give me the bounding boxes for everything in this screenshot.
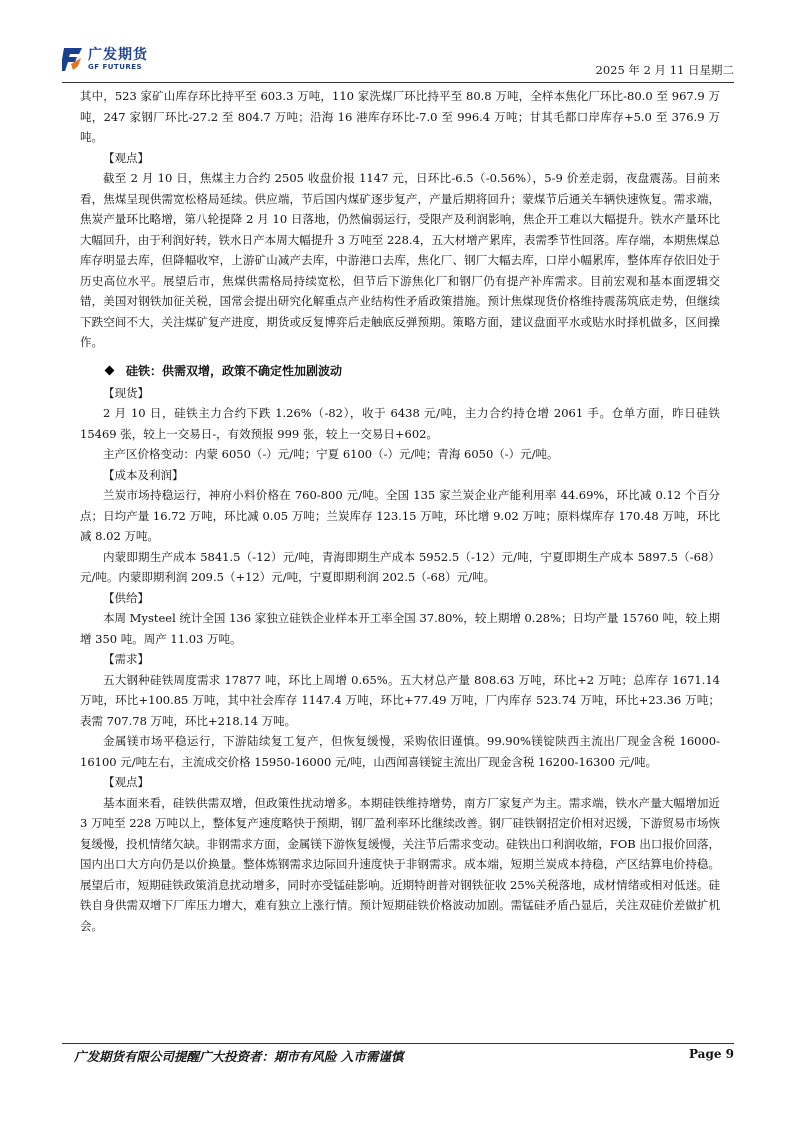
page-number: Page 9 (688, 1047, 734, 1061)
spot-paragraph-1: 2 月 10 日，硅铁主力合约下跌 1.26%（-82），收于 6438 元/吨，主力合约持仓增 2061 手。仓单方面，昨日硅铁 15469 张，较上一交易日-，有效预报 999 张，较上一交易日+602。 (80, 406, 720, 441)
demand-paragraph-2: 金属镁市场平稳运行，下游陆续复工复产，但恢复缓慢，采购依旧谨慎。99.90%镁锭陕西主流出厂现金含税 16000-16100 元/吨左右，主流成交价格 15950-16000 元/吨，山西闻喜镁锭主流出厂现金含税 16200-16300 元/吨。 (80, 734, 720, 769)
logo-chinese-name: 广发期货 (88, 47, 148, 63)
header-divider (62, 82, 734, 83)
coking-coal-view-tag: 【观点】 (103, 150, 149, 165)
risk-disclaimer: 广发期货有限公司提醒广大投资者：期市有风险 入市需谨慎 (74, 1049, 404, 1064)
coking-coal-view-text: 截至 2 月 10 日，焦煤主力合约 2505 收盘价报 1147 元，日环比-6.5（-0.56%），5-9 价差走弱，夜盘震荡。目前来看，焦煤呈现供需宽松格局延续。供应端，节后国内煤矿逐步复产，产量后期将回升；蒙煤节后通关车辆快速恢复。需求端，焦炭产量环比略增，第八轮提降 2 月 10 日落地，仍然偏弱运行，受限产及利润影响，焦企开工难以大幅提升。铁水产量环比大幅回升，由于利润好转，铁水日产本周大幅提升 3 万吨至 228.4，五大材增产累库，表需季节性回落。库存端，本期焦煤总库存明显去库，但降幅收窄，上游矿山减产去库，中游港口去库，焦化厂、钢厂大幅去库，口岸小幅累库，整体库存依旧处于历史高位水平。展望后市，焦煤供需格局持续宽松，但节后下游焦化厂和钢厂仍有提产补库需求。目前宏观和基本面逻辑交错，美国对钢铁加征关税，国常会提出研究化解重点产业结构性矛盾政策措施。预计焦煤现货价格维持震荡筑底走势，但继续下跌空间不大，关注煤矿复产进度，期货或反复博弈后走触底反弹预期。策略方面，建议盘面平水或贴水时择机做多，区间操作。 (80, 171, 720, 349)
report-body (80, 86, 720, 936)
company-logo (62, 40, 222, 80)
gf-logo-icon (62, 44, 84, 74)
page-header (62, 40, 734, 82)
section-title (80, 359, 720, 383)
cost-profit-tag: 【成本及利润】 (103, 467, 184, 482)
footer-divider (62, 1043, 734, 1044)
ferrosilicon-view-text: 基本面来看，硅铁供需双增，但政策性扰动增多。本期硅铁维持增势，南方厂家复产为主。需求端，铁水产量大幅增加近 3 万吨至 228 万吨以上，整体复产速度略快于预期，钢厂盈利率环比继续改善。钢厂硅铁钢招定价相对迟缓，下游贸易市场恢复缓慢，投机情绪欠缺。非钢需求方面，金属镁下游恢复缓慢，关注节后需求变动。硅铁出口利润收缩，FOB 出口报价回落，国内出口大方向仍是以价换量。整体炼钢需求边际回升速度快于非钢需求。成本端，短期兰炭成本持稳，产区结算电价持稳。展望后市，短期硅铁政策消息扰动增多，同时亦受锰硅影响。近期特朗普对钢铁征收 25%关税落地，成材情绪或相对低迷。硅铁自身供需双增下厂库压力增大，难有独立上涨行情。预计短期硅铁价格波动加剧。需锰硅矛盾凸显后，关注双硅价差做扩机会。 (80, 795, 720, 933)
demand-tag: 【需求】 (103, 652, 149, 666)
demand-paragraph-1: 五大钢种硅铁周度需求 17877 吨，环比上周增 0.65%。五大材总产量 808.63 万吨，环比+2 万吨；总库存 1671.14 万吨，环比+100.85 万吨，其中社会库存 1147.4 万吨，环比+77.49 万吨，厂内库存 523.74 万吨，环比+23.36 万吨；表需 707.78 万吨，环比+218.14 万吨。 (80, 672, 720, 728)
page-footer (62, 1047, 734, 1067)
spot-paragraph-2: 主产区价格变动：内蒙 6050（-）元/吨；宁夏 6100（-）元/吨；青海 6050（-）元/吨。 (103, 447, 559, 461)
cost-paragraph-1: 兰炭市场持稳运行，神府小料价格在 760-800 元/吨。全国 135 家兰炭企业产能利用率 44.69%，环比减 0.12 个百分点；日均产量 16.72 万吨，环比减 0.05 万吨；兰炭库存 123.15 万吨，环比增 9.02 万吨；原料煤库存 170.48 万吨，环比减 8.02 万吨。 (80, 488, 720, 543)
spot-tag: 【现货】 (103, 385, 149, 400)
coking-coal-inventory-paragraph: 其中，523 家矿山库存环比持平至 603.3 万吨，110 家洗煤厂环比持平至 80.8 万吨，全样本焦化厂环比-80.0 至 967.9 万吨，247 家钢厂环比-27.2 至 804.7 万吨；沿海 16 港库存环比-7.0 至 996.4 万吨；甘其毛都口岸库存+5.0 至 376.9 万吨。 (80, 89, 720, 144)
supply-tag: 【供给】 (103, 590, 149, 605)
logo-english-name: GF FUTURES (88, 63, 143, 71)
report-date: 2025 年 2 月 11 日星期二 (595, 63, 734, 77)
section-title-text: 硅铁：供需双增，政策不确定性加剧波动 (126, 363, 343, 378)
ferrosilicon-view-tag: 【观点】 (103, 775, 149, 789)
supply-paragraph: 本周 Mysteel 统计全国 136 家独立硅铁企业样本开工率全国 37.80%，较上期增 0.28%；日均产量 15760 吨，较上期增 350 吨。周产 11.03 万吨。 (80, 611, 720, 646)
cost-paragraph-2: 内蒙即期生产成本 5841.5（-12）元/吨，青海即期生产成本 5952.5（-12）元/吨，宁夏即期生产成本 5897.5（-68）元/吨。内蒙即期利润 209.5（+12）元/吨，宁夏即期利润 202.5（-68）元/吨。 (80, 549, 720, 584)
